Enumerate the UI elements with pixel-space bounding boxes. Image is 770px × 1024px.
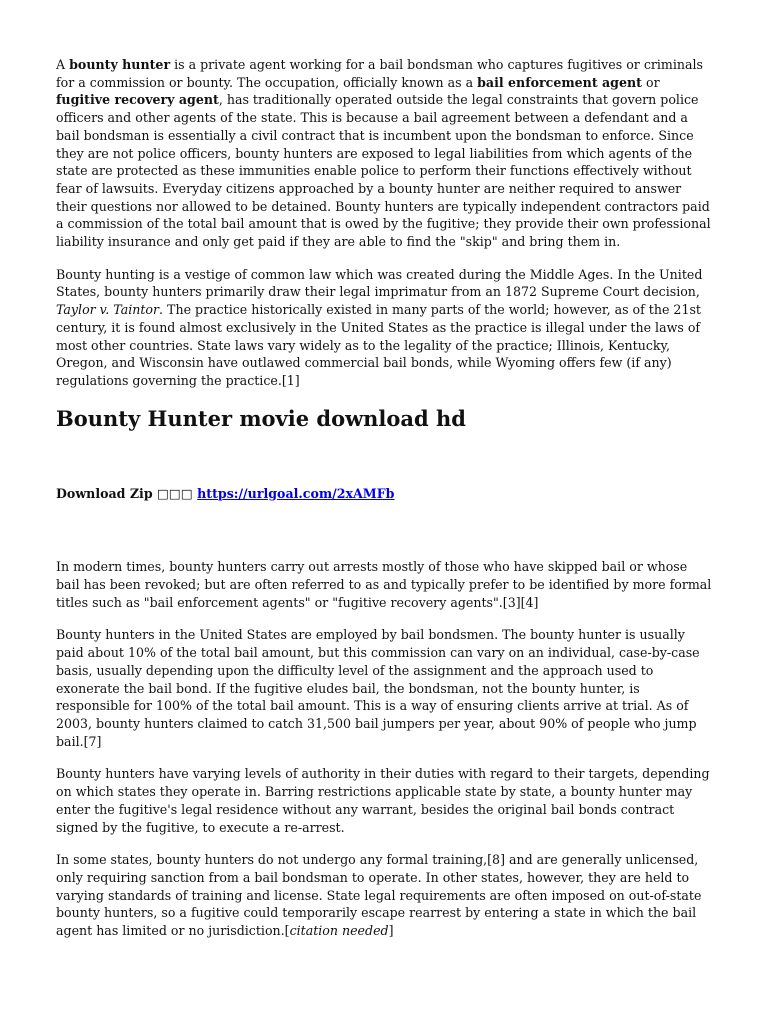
download-label: Download Zip xyxy=(56,485,153,501)
download-glyphs: □□□ xyxy=(157,485,193,501)
page-heading: Bounty Hunter movie download hd xyxy=(56,405,466,431)
term-bail-enforcement-agent: bail enforcement agent xyxy=(477,74,642,90)
body-paragraph-1: In modern times, bounty hunters carry out arrests mostly of those who have skipped bail or whose bail has been revoked; but are often referred to as and typically prefer to be identified by more formal titles such as "bail enforcement agents" or "fugitive recovery agents".[3][4] xyxy=(56,559,712,610)
body-paragraph-2: Bounty hunters in the United States are employed by bail bondsmen. The bounty hunter is usually paid about 10% of the total bail amount, but this commission can vary on an individual, case-by-case basis, usually depending upon the difficulty level of the assignment and the approach used to exonerate the bail bond. If the fugitive eludes bail, the bondsman, not the bounty hunter, is responsible for 100% of the total bail amount. This is a way of ensuring clients arrive at trial. As of 2003, bounty hunters claimed to catch 31,500 bail jumpers per year, about 90% of people who jump bail.[7] xyxy=(56,627,700,749)
text-run: In some states, bounty hunters do not undergo any formal training,[8] and are generally unlicensed, only requiring sanction from a bail bondsman to operate. In other states, however, they are held to varying standards of training and license. State legal requirements are often imposed on out-of-state bounty hunters, so a fugitive could temporarily escape rearrest by entering a state in which the bail agent has limited or no jurisdiction.[ xyxy=(56,852,702,939)
citation-needed: citation needed xyxy=(289,923,389,939)
text-run: A xyxy=(56,57,70,72)
download-link[interactable]: https://urlgoal.com/2xAMFb xyxy=(197,485,395,501)
text-run: Bounty hunting is a vestige of common law which was created during the Middle Ages. In the United States, bounty hunters primarily draw their legal imprimatur from an 1872 Supreme Court decision, xyxy=(56,266,703,300)
intro-paragraph-1 xyxy=(56,56,714,251)
case-citation: Taylor v. Taintor xyxy=(56,302,160,318)
intro-paragraph-2 xyxy=(56,266,714,390)
term-fugitive-recovery-agent: fugitive recovery agent xyxy=(56,92,219,108)
term-bounty-hunter: bounty hunter xyxy=(69,57,171,72)
body-paragraph-4 xyxy=(56,851,714,940)
download-line xyxy=(56,485,714,503)
spacer xyxy=(56,502,714,558)
text-run: is a private agent working for a bail bondsman who captures fugitives or criminals for a commission or bounty. The occupation, officially known as a xyxy=(56,57,703,90)
body-paragraph-3: Bounty hunters have varying levels of authority in their duties with regard to their targets, depending on which states they operate in. Barring restrictions applicable state by state, a bounty hunter may enter the fugitive's legal residence without any warrant, besides the original bail bonds contract signed by the fugitive, to execute a re-arrest. xyxy=(56,766,710,835)
text-run: or xyxy=(641,74,660,90)
text-run: . The practice historically existed in many parts of the world; however, as of the 21st century, it is found almost exclusively in the United States as the practice is illegal under the laws of most other countries. State laws vary widely as to the legality of the practice; Illinois, Kentucky, Oregon, and Wisconsin have outlawed commercial bail bonds, while Wyoming offers few (if any) regulations governing the practice.[1] xyxy=(56,302,701,388)
text-run: ] xyxy=(388,923,394,939)
text-run: , has traditionally operated outside the legal constraints that govern police officers and other agents of the state. This is because a bail agreement between a defendant and a bail bondsman is essentially a civil contract that is incumbent upon the bondsman to enforce. Since they are not police officers, bounty hunters are exposed to legal liabilities from which agents of the state are protected as these immunities enable police to perform their functions effectively without fear of lawsuits. Everyday citizens approached by a bounty hunter are neither required to answer their questions nor allowed to be detained. Bounty hunters are typically independent contractors paid a commission of the total bail amount that is owed by the fugitive; they provide their own professional liability insurance and only get paid if they are able to find the "skip" and bring them in. xyxy=(56,92,711,250)
